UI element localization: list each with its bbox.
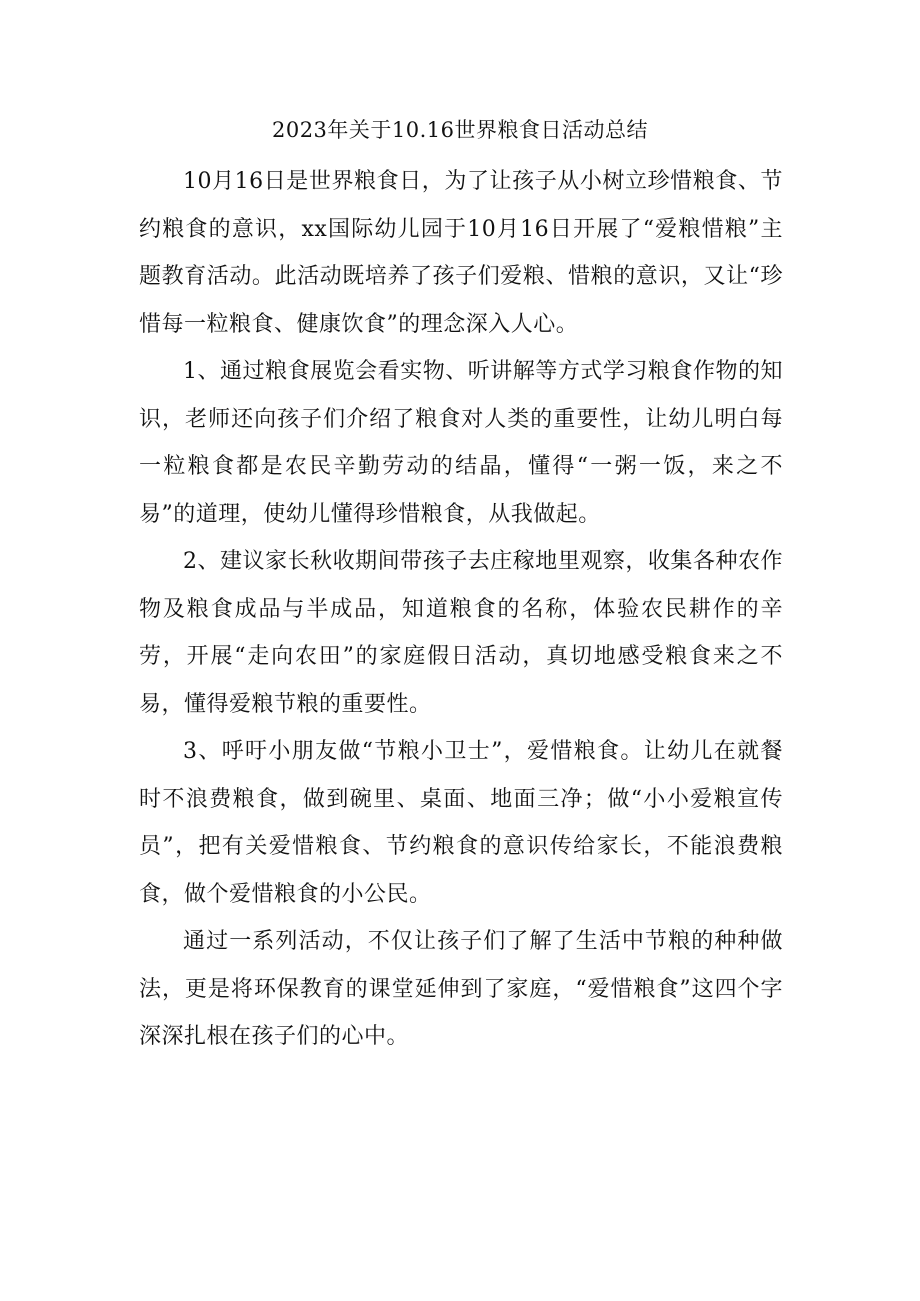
paragraph-item-3: 3、呼吁小朋友做“节粮小卫士”，爱惜粮食。让幼儿在就餐时不浪费粮食，做到碗里、桌面、地面三净；做“小小爱粮宣传员”，把有关爱惜粮食、节约粮食的意识传给家长，不能浪费粮食，做个爱惜粮食的小公民。 (139, 739, 783, 907)
document-body (139, 158, 783, 1061)
paragraph-item-1: 1、通过粮食展览会看实物、听讲解等方式学习粮食作物的知识，老师还向孩子们介绍了粮食对人类的重要性，让幼儿明白每一粒粮食都是农民辛勤劳动的结晶，懂得“一粥一饭，来之不易”的道理，使幼儿懂得珍惜粮食，从我做起。 (139, 359, 783, 527)
document-title: 2023年关于10.16世界粮食日活动总结 (271, 118, 649, 142)
paragraph-item-2: 2、建议家长秋收期间带孩子去庄稼地里观察，收集各种农作物及粮食成品与半成品，知道粮食的名称，体验农民耕作的辛劳，开展“走向农田”的家庭假日活动，真切地感受粮食来之不易，懂得爱粮节粮的重要性。 (139, 549, 783, 717)
paragraph-intro: 10月16日是世界粮食日，为了让孩子从小树立珍惜粮食、节约粮食的意识，xx国际幼儿园于10月16日开展了“爱粮惜粮”主题教育活动。此活动既培养了孩子们爱粮、惜粮的意识，又让“珍惜每一粒粮食、健康饮食”的理念深入人心。 (139, 169, 783, 337)
paragraph-conclusion: 通过一系列活动，不仅让孩子们了解了生活中节粮的种种做法，更是将环保教育的课堂延伸到了家庭，“爱惜粮食”这四个字深深扎根在孩子们的心中。 (139, 929, 783, 1049)
